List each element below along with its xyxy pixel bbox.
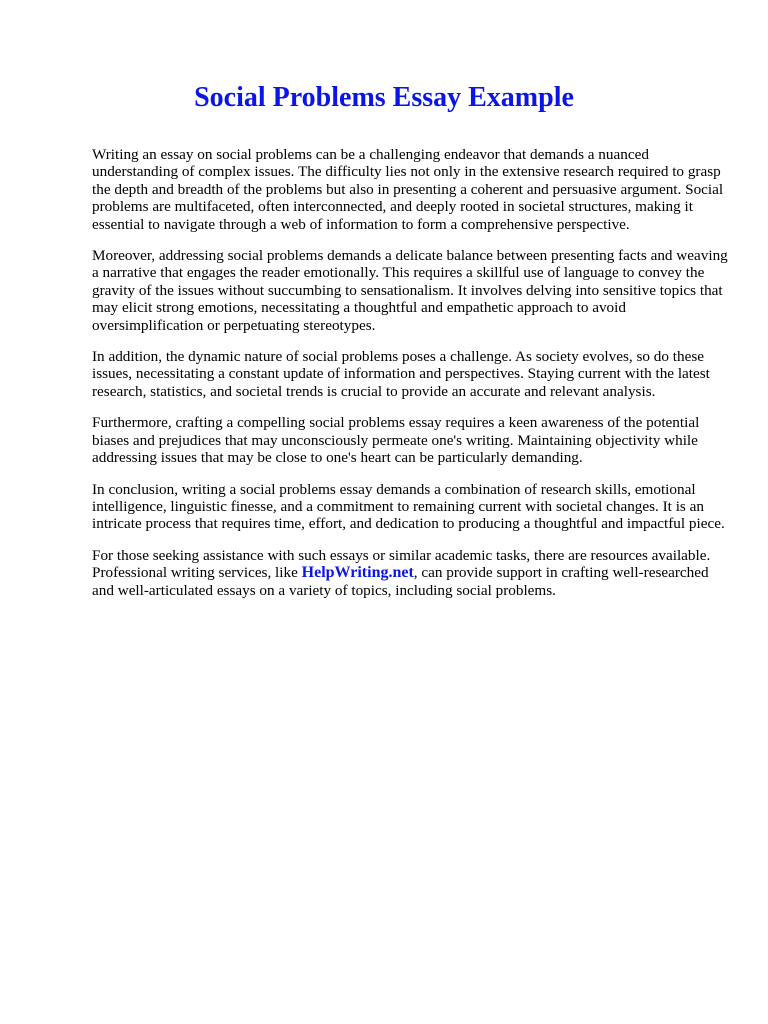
document-title: Social Problems Essay Example	[194, 82, 574, 113]
paragraph-conclusion: In conclusion, writing a social problems essay demands a combination of research skills, emotional intelligence, linguistic finesse, and a commitment to remaining current with societal changes. It is an intricate process that requires time, effort, and dedication to producing a thoughtful and impactful piece.	[92, 480, 725, 533]
closing-text-after-link: , can provide support in crafting well-researched and well-articulated essays on a variety of topics, including social problems.	[92, 564, 709, 599]
paragraph-intro: Writing an essay on social problems can be a challenging endeavor that demands a nuanced understanding of complex issues. The difficulty lies not only in the extensive research required to grasp the depth and breadth of the problems but also in presenting a coherent and persuasive argument. Social problems are multifaceted, often interconnected, and deeply rooted in societal structures, making it essential to navigate through a web of information to form a comprehensive perspective.	[92, 146, 724, 233]
paragraph-dynamic-nature: In addition, the dynamic nature of social problems poses a challenge. As society evolves, so do these issues, necessitating a constant update of information and perspectives. Staying current with the latest research, statistics, and societal trends is crucial to provide an accurate and relevant analysis.	[92, 348, 710, 400]
closing-text-before-link: For those seeking assistance with such essays or similar academic tasks, there are resources available. Professional writing services, like	[92, 546, 711, 582]
paragraph-biases: Furthermore, crafting a compelling social problems essay requires a keen awareness of the potential biases and prejudices that may unconsciously permeate one's writing. Maintaining objectivity while addressing issues that may be close to one's heart can be particularly demanding.	[92, 414, 700, 467]
helpwriting-link[interactable]: HelpWriting.net	[301, 564, 414, 582]
paragraph-balance: Moreover, addressing social problems demands a delicate balance between presenting facts and weaving a narrative that engages the reader emotionally. This requires a skillful use of language to convey the gravity of the issues without succumbing to sensationalism. It involves delving into sensitive topics that may elicit strong emotions, necessitating a thoughtful and empathetic approach to avoid oversimplification or perpetuating stereotypes.	[92, 247, 728, 334]
document-body	[92, 146, 732, 613]
paragraph-closing	[92, 547, 732, 599]
